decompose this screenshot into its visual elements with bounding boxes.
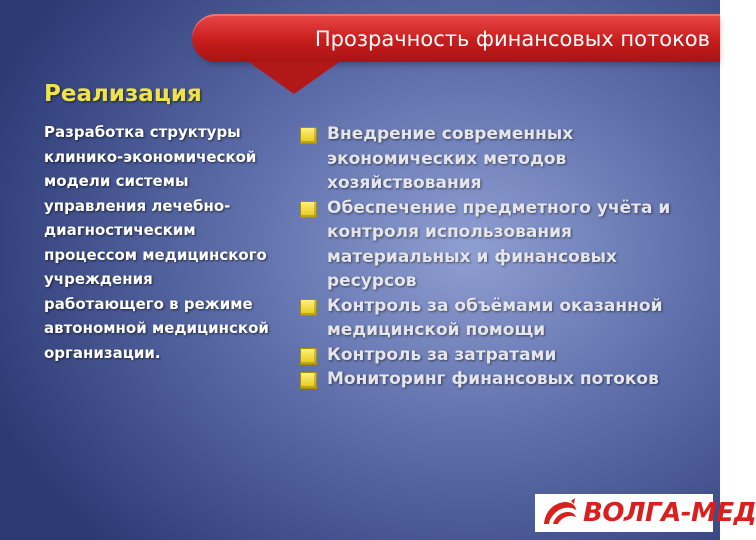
bullet-text: Обеспечение предметного учёта и контроля использования материальных и финансовых ресурсов bbox=[327, 197, 671, 291]
description-text: Разработка структуры клинико-экономической модели системы управления лечебно-диагностическим процессом медицинского учреждения работающего в режиме автономной медицинской организации. bbox=[44, 123, 269, 362]
bullet-text: Контроль за затратами bbox=[327, 344, 557, 365]
bullet-square-icon bbox=[300, 201, 317, 218]
bullet-text: Контроль за объёмами оказанной медицинской помощи bbox=[327, 295, 663, 340]
logo-emblem-icon bbox=[541, 498, 579, 528]
bullet-square-icon bbox=[300, 299, 317, 316]
bullet-square-icon bbox=[300, 348, 317, 365]
bullet-item bbox=[300, 367, 700, 392]
bullet-text: Мониторинг финансовых потоков bbox=[327, 369, 659, 389]
bullet-item bbox=[300, 294, 700, 343]
slide-title: Прозрачность финансовых потоков bbox=[314, 27, 710, 51]
bullet-item bbox=[300, 196, 700, 294]
banner-arrow bbox=[246, 60, 342, 94]
company-logo bbox=[535, 494, 756, 532]
bullet-square-icon bbox=[300, 372, 317, 389]
bullet-list bbox=[300, 122, 700, 392]
logo-text: ВОЛГА-МЕД bbox=[583, 498, 756, 528]
section-title: Реализация bbox=[44, 81, 202, 107]
bullet-item bbox=[300, 343, 700, 368]
bullet-text: Внедрение современных экономических методов хозяйствования bbox=[327, 124, 574, 193]
bullet-square-icon bbox=[300, 127, 317, 144]
bullet-item bbox=[300, 122, 700, 196]
